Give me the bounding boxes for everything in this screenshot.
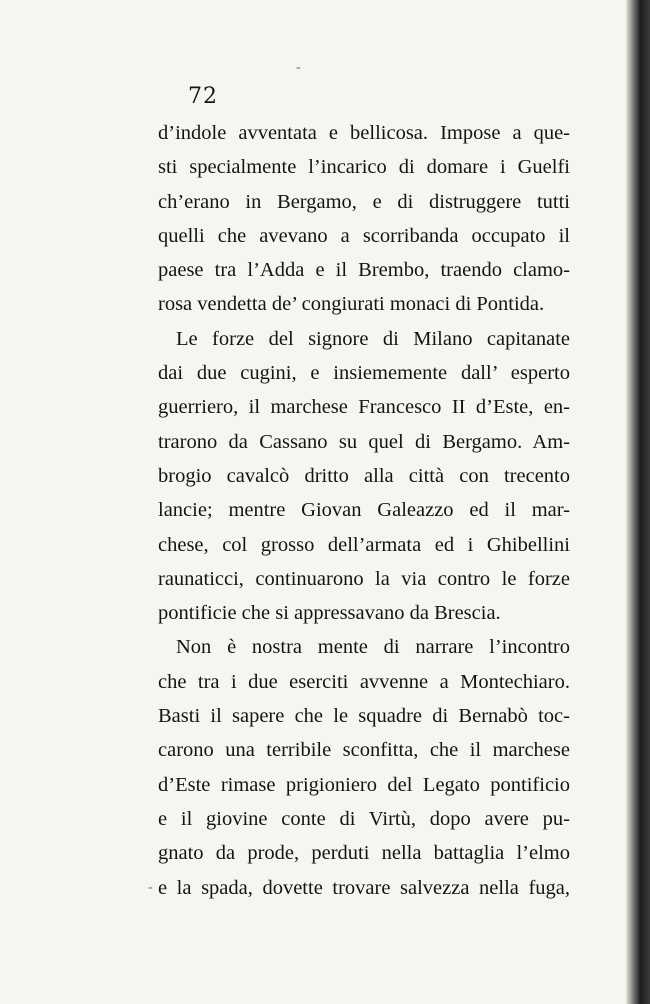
text-line: pontificie che si appressavano da Brescia. (158, 602, 501, 625)
text-line: carono una terribile sconfitta, che il marchese (158, 739, 570, 762)
text-line: e il giovine conte di Virtù, dopo avere pu- (158, 807, 570, 830)
text-line: raunaticci, continuarono la via contro le forze (158, 567, 570, 590)
text-line: e la spada, dovette trovare salvezza nella fuga, (158, 876, 570, 899)
text-line: brogio cavalcò dritto alla città con trecento (158, 464, 570, 487)
book-spine-shadow (626, 0, 650, 1004)
stray-mark: - (296, 60, 301, 75)
text-line: che tra i due eserciti avvenne a Montechiaro. (158, 670, 570, 693)
text-line: Basti il sapere che le squadre di Bernabò toc- (158, 705, 570, 728)
text-line: d’indole avventata e bellicosa. Impose a que- (158, 122, 570, 144)
text-line: d’Este rimase prigioniero del Legato pontificio (158, 773, 570, 796)
text-line: chese, col grosso dell’armata ed i Ghibellini (158, 533, 570, 556)
body-text (158, 116, 570, 905)
stray-mark: - (148, 880, 153, 895)
paragraph-start-line: Non è nostra mente di narrare l’incontro (176, 636, 570, 659)
page-number: 72 (188, 84, 218, 109)
text-line: ch’erano in Bergamo, e di distruggere tutti (158, 190, 570, 213)
text-line: paese tra l’Adda e il Brembo, traendo clamo- (158, 259, 570, 282)
text-line: rosa vendetta de’ congiurati monaci di Pontida. (158, 293, 545, 316)
text-line: sti specialmente l’incarico di domare i Guelfi (158, 156, 570, 179)
text-line: quelli che avevano a scorribanda occupato il (158, 224, 570, 247)
paragraph-start-line: Le forze del signore di Milano capitanate (176, 327, 570, 350)
text-line: trarono da Cassano su quel di Bergamo. Am- (158, 430, 570, 453)
text-line: guerriero, il marchese Francesco II d’Este, en- (158, 396, 570, 419)
text-line: dai due cugini, e insiememente dall’ esperto (158, 362, 570, 385)
text-line: lancie; mentre Giovan Galeazzo ed il mar- (158, 499, 570, 522)
text-line: gnato da prode, perduti nella battaglia l’elmo (158, 842, 570, 865)
